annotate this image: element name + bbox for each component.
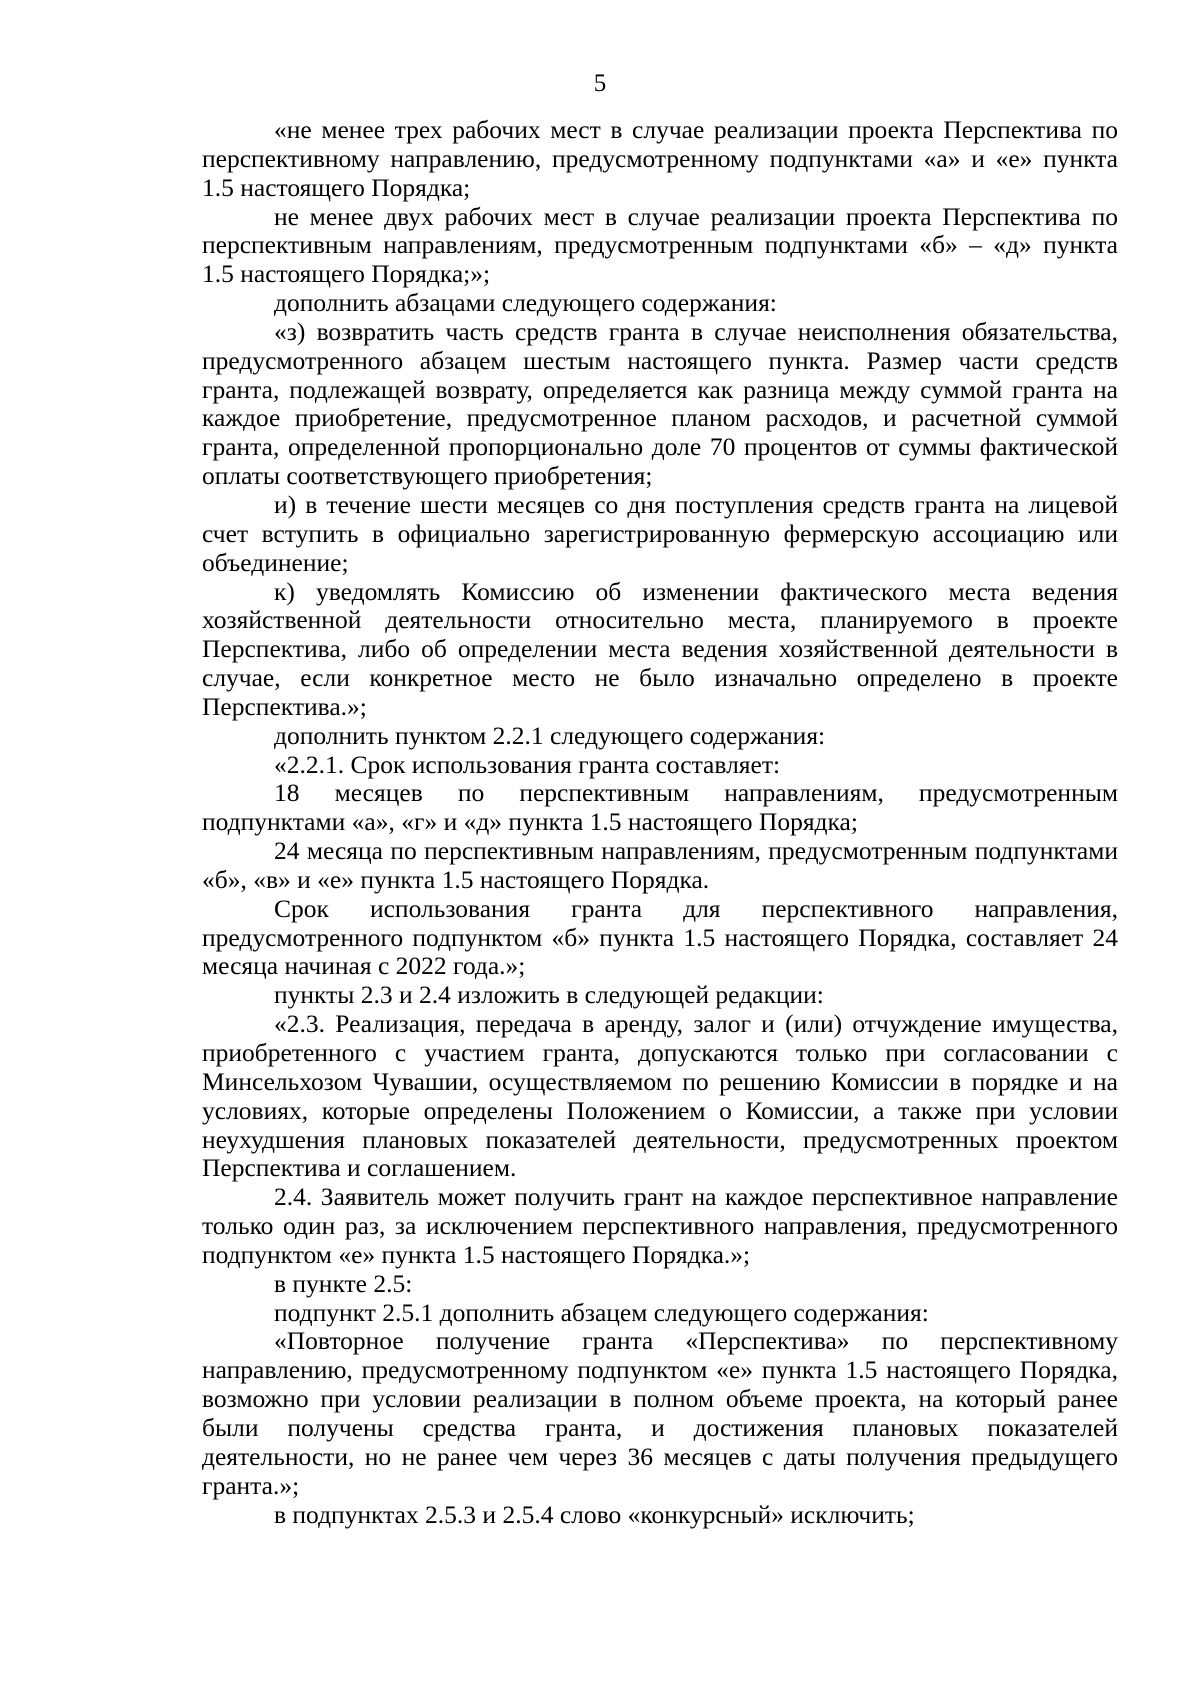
paragraph: Срок использования гранта для перспективного направления, предусмотренного подпунктом «б» пункта 1.5 настоящего Порядка, составляет 24 месяца начиная с 2022 года.»; (202, 893, 1118, 981)
paragraph: «з) возвратить часть средств гранта в случае неисполнения обязательства, предусмотренного абзацем шестым настоящего пункта. Размер части средств гранта, подлежащей возврату, определяется как разница между суммой гранта на каждое приобретение, предусмотренное планом расходов, и расчетной суммой гранта, определенной пропорционально доле 70 процентов от суммы фактической оплаты соответствующего приобретения; (202, 316, 1118, 491)
paragraph: не менее двух рабочих мест в случае реализации проекта Перспектива по перспективным направлениям, предусмотренным подпунктами «б» – «д» пункта 1.5 настоящего Порядка;»; (202, 201, 1118, 289)
paragraph: 2.4. Заявитель может получить грант на каждое перспективное направление только один раз, за исключением перспективного направления, предусмотренного подпунктом «е» пункта 1.5 настоящего Порядка.»; (202, 1182, 1118, 1269)
paragraph: в пункте 2.5: (274, 1268, 413, 1298)
paragraph: пункты 2.3 и 2.4 изложить в следующей редакции: (274, 980, 824, 1010)
page-number: 5 (593, 70, 607, 97)
paragraph: «2.3. Реализация, передача в аренду, залог и (или) отчуждение имущества, приобретенного с участием гранта, допускаются только при согласовании с Минсельхозом Чувашии, осуществляемом по решению Комиссии в порядке и на условиях, которые определены Положением о Комиссии, а также при условии неухудшения плановых показателей деятельности, предусмотренных проектом Перспектива и соглашением. (202, 1009, 1118, 1183)
paragraph: «не менее трех рабочих мест в случае реализации проекта Перспектива по перспективному направлению, предусмотренному подпунктами «а» и «е» пункта 1.5 настоящего Порядка; (202, 115, 1118, 202)
paragraph: дополнить абзацами следующего содержания: (274, 288, 777, 318)
paragraph: дополнить пунктом 2.2.1 следующего содержания: (274, 720, 826, 750)
paragraph: к) уведомлять Комиссию об изменении фактического места ведения хозяйственной деятельности относительно места, планируемого в проекте Перспектива, либо об определении места ведения хозяйственной деятельности в случае, если конкретное место не было изначально определено в проекте Перспектива.»; (202, 576, 1118, 721)
paragraph: в подпунктах 2.5.3 и 2.5.4 слово «конкурсный» исключить; (274, 1499, 915, 1529)
document-body (202, 116, 1118, 1529)
paragraph: подпункт 2.5.1 дополнить абзацем следующего содержания: (274, 1297, 929, 1327)
paragraph: и) в течение шести месяцев со дня поступления средств гранта на лицевой счет вступить в официально зарегистрированную фермерскую ассоциацию или объединение; (202, 489, 1118, 577)
paragraph: 18 месяцев по перспективным направлениям, предусмотренным подпунктами «а», «г» и «д» пункта 1.5 настоящего Порядка; (202, 778, 1118, 837)
paragraph: «Повторное получение гранта «Перспектива» по перспективному направлению, предусмотренному подпунктом «е» пункта 1.5 настоящего Порядка, возможно при условии реализации в полном объеме проекта, на который ранее были получены средства гранта, и достижения плановых показателей деятельности, но не ранее чем через 36 месяцев с даты получения предыдущего гранта.»; (202, 1326, 1118, 1500)
paragraph: «2.2.1. Срок использования гранта составляет: (274, 749, 781, 779)
paragraph: 24 месяца по перспективным направлениям, предусмотренным подпунктами «б», «в» и «е» пункта 1.5 настоящего Порядка. (202, 836, 1118, 894)
